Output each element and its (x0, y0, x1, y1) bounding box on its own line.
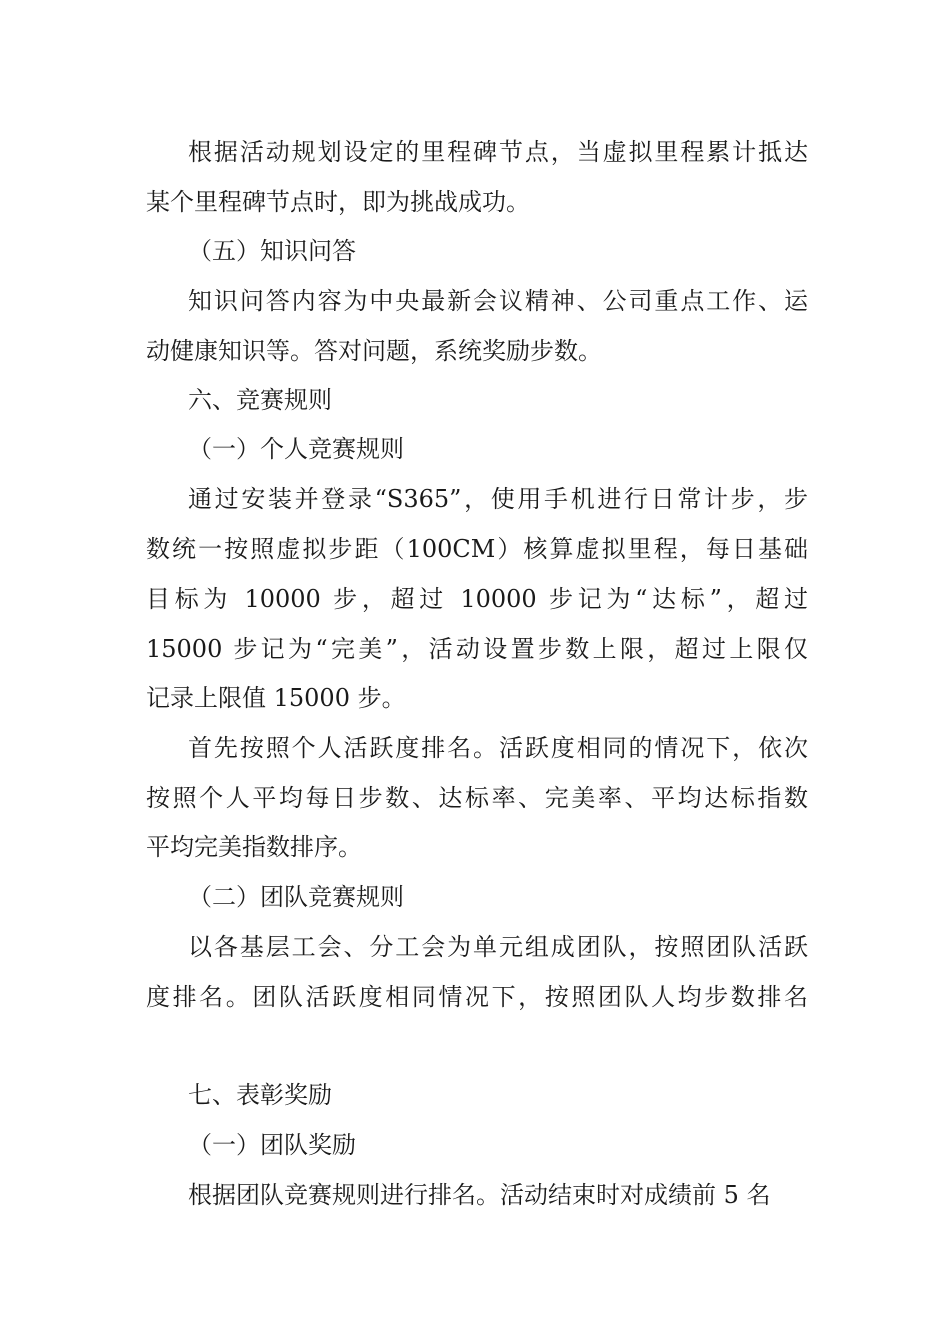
heading-individual-rules: （一）个人竞赛规则 (188, 435, 404, 463)
paragraph-steps-line-3: 目标为 10000 步，超过 10000 步记为“达标”，超过 (146, 585, 808, 613)
paragraph-steps-line-2: 数统一按照虚拟步距（100CM）核算虚拟里程，每日基础 (146, 535, 808, 563)
paragraph-steps-line-5: 记录上限值 15000 步。 (146, 684, 406, 712)
paragraph-steps-line-1: 通过安装并登录“S365”，使用手机进行日常计步，步 (188, 485, 808, 513)
heading-competition-rules: 六、竞赛规则 (188, 386, 332, 414)
paragraph-ranking-line-1: 首先按照个人活跃度排名。活跃度相同的情况下，依次 (188, 734, 808, 762)
heading-team-awards: （一）团队奖励 (188, 1131, 356, 1159)
paragraph-milestone-line-1: 根据活动规划设定的里程碑节点，当虚拟里程累计抵达 (188, 138, 808, 166)
paragraph-milestone-line-2: 某个里程碑节点时，即为挑战成功。 (146, 188, 530, 216)
paragraph-awards-line-1: 根据团队竞赛规则进行排名。活动结束时对成绩前 5 名 (188, 1181, 771, 1209)
paragraph-ranking-line-3: 平均完美指数排序。 (146, 833, 362, 861)
heading-team-rules: （二）团队竞赛规则 (188, 883, 404, 911)
paragraph-team-line-1: 以各基层工会、分工会为单元组成团队，按照团队活跃 (188, 933, 808, 961)
paragraph-qa-line-1: 知识问答内容为中央最新会议精神、公司重点工作、运 (188, 287, 808, 315)
heading-knowledge-qa: （五）知识问答 (188, 237, 356, 265)
heading-awards: 七、表彰奖励 (188, 1081, 332, 1109)
paragraph-ranking-line-2: 按照个人平均每日步数、达标率、完美率、平均达标指数 (146, 784, 808, 812)
paragraph-team-line-2: 度排名。团队活跃度相同情况下，按照团队人均步数排名 (146, 983, 808, 1011)
paragraph-steps-line-4: 15000 步记为“完美”，活动设置步数上限，超过上限仅 (146, 635, 808, 663)
paragraph-qa-line-2: 动健康知识等。答对问题，系统奖励步数。 (146, 337, 602, 365)
